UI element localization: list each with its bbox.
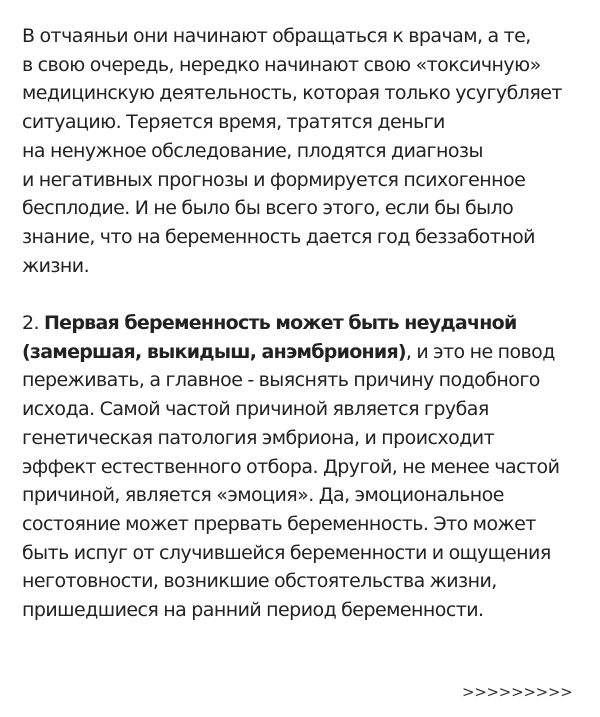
paragraph-line: бесплодие. И не было бы всего этого, если бы было bbox=[22, 197, 514, 220]
continue-marker: >>>>>>>>> bbox=[462, 683, 573, 701]
paragraph-line: и негативных прогнозы и формируется психогенное bbox=[22, 168, 526, 191]
paragraph-line: генетическая патология эмбриона, и происходит bbox=[22, 426, 495, 449]
article-text bbox=[22, 22, 582, 625]
paragraph-line bbox=[22, 338, 582, 367]
bold-heading-part-1: Первая беременность может быть неудачной bbox=[44, 312, 517, 335]
paragraph-line: причиной, является «эмоция». Да, эмоциональное bbox=[22, 484, 504, 507]
list-number: 2. bbox=[22, 312, 40, 335]
paragraph-line: ситуацию. Теряется время, тратятся деньги bbox=[22, 111, 445, 134]
paragraph-line: в свою очередь, нередко начинают свою «токсичную» bbox=[22, 53, 541, 76]
paragraph-line: переживать, а главное - выяснять причину подобного bbox=[22, 369, 540, 392]
paragraph-gap bbox=[22, 280, 582, 309]
paragraph-1 bbox=[22, 22, 582, 280]
paragraph-line: В отчаяньи они начинают обращаться к врачам, а те, bbox=[22, 25, 531, 47]
paragraph-line: пришедшиеся на ранний период беременности. bbox=[22, 599, 484, 622]
paragraph-line: знание, что на беременность дается год беззаботной bbox=[22, 225, 535, 248]
paragraph-line: состояние может прервать беременность. Это может bbox=[22, 512, 536, 535]
paragraph-line: жизни. bbox=[22, 254, 90, 277]
paragraph-line: быть испуг от случившейся беременности и ощущения bbox=[22, 541, 551, 564]
bold-heading-part-2: (замершая, выкидыш, анэмбриония) bbox=[22, 340, 406, 363]
paragraph-line: на ненужное обследование, плодятся диагнозы bbox=[22, 139, 483, 162]
paragraph-2 bbox=[22, 309, 582, 625]
paragraph-text-continuation: , и это не повод bbox=[405, 340, 555, 363]
paragraph-line bbox=[22, 309, 582, 338]
paragraph-line: эффект естественного отбора. Другой, не менее частой bbox=[22, 455, 560, 478]
paragraph-line: исхода. Самой частой причиной является грубая bbox=[22, 398, 489, 421]
paragraph-line: медицинскую деятельность, которая только усугубляет bbox=[22, 82, 562, 105]
paragraph-line: неготовности, возникшие обстоятельства жизни, bbox=[22, 570, 497, 593]
